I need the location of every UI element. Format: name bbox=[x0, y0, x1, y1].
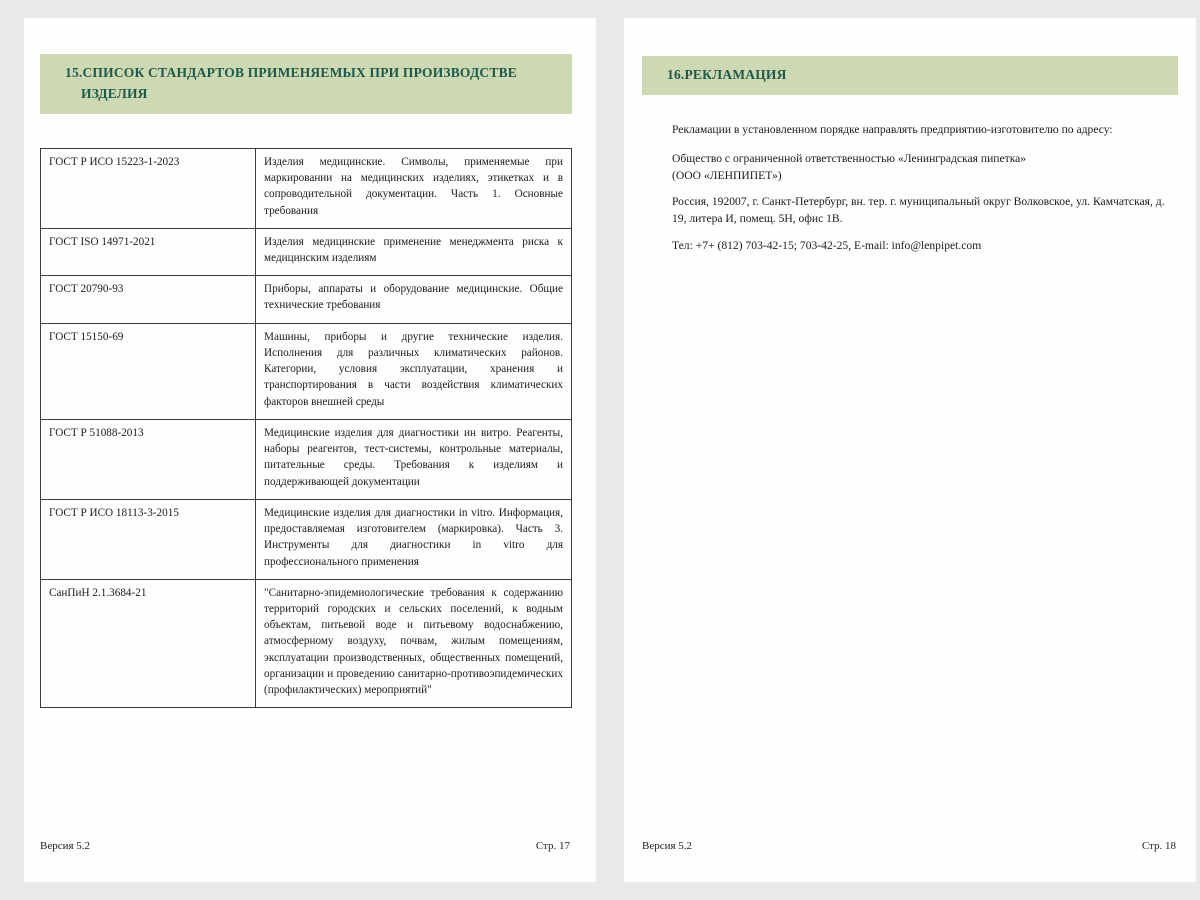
standard-description-cell: Изделия медицинские применение менеджмента риска к медицинским изделиям bbox=[256, 228, 572, 275]
footer-page-number: Стр. 17 bbox=[535, 840, 570, 852]
company-name bbox=[672, 151, 1178, 185]
standard-code-cell: ГОСТ 15150-69 bbox=[41, 323, 256, 419]
standard-description-cell: Медицинские изделия для диагностики ин витро. Реагенты, наборы реагентов, тест-системы, контрольные материалы, питательные среды. Требования к изделиям и поддерживающей документации bbox=[256, 419, 572, 499]
standard-code-cell: ГОСТ Р ИСО 18113-3-2015 bbox=[41, 499, 256, 579]
section-heading-reclamation bbox=[642, 56, 1178, 95]
company-address: Россия, 192007, г. Санкт-Петербург, вн. тер. г. муниципальный округ Волковское, ул. Камчатская, д. 19, литера И, помещ. 5Н, офис 1В. bbox=[672, 195, 1165, 226]
company-contacts: Тел: +7+ (812) 703-42-15; 703-42-25, E-mail: info@lenpipet.com bbox=[672, 239, 982, 253]
standard-code-cell: ГОСТ ISO 14971-2021 bbox=[41, 228, 256, 275]
page-17-content bbox=[24, 18, 596, 708]
footer-page-number: Стр. 18 bbox=[1141, 840, 1176, 852]
table-row bbox=[41, 499, 572, 579]
standard-code-cell: СанПиН 2.1.3684-21 bbox=[41, 579, 256, 708]
footer-version: Версия 5.2 bbox=[642, 840, 693, 852]
standard-description-cell: Машины, приборы и другие технические изделия. Исполнения для различных климатических районов. Категории, условия эксплуатации, хранения и транспортирования в части воздействия климатических факторов внешней среды bbox=[256, 323, 572, 419]
table-row bbox=[41, 228, 572, 275]
table-row bbox=[41, 419, 572, 499]
standard-description-cell: "Санитарно-эпидемиологические требования к содержанию территорий городских и сельских поселений, к водным объектам, питьевой воде и питьевому водоснабжению, атмосферному воздуху, почвам, жилым помещениям, эксплуатации производственных, общественных помещений, организации и проведению санитарно-противоэпидемических (профилактических) мероприятий" bbox=[256, 579, 572, 708]
section-heading-standards-text: 15.СПИСОК СТАНДАРТОВ ПРИМЕНЯЕМЫХ ПРИ ПРОИЗВОДСТВЕ ИЗДЕЛИЯ bbox=[65, 65, 517, 101]
reclamation-intro: Рекламации в установленном порядке направлять предприятию-изготовителю по адресу: bbox=[672, 122, 1113, 136]
manufacturer-address-block bbox=[672, 151, 1178, 255]
table-row bbox=[41, 148, 572, 228]
page-17 bbox=[24, 18, 596, 882]
page-18-content bbox=[624, 18, 1196, 255]
page-17-footer bbox=[40, 840, 570, 852]
table-row bbox=[41, 323, 572, 419]
page-18 bbox=[624, 18, 1196, 882]
company-name-text: Общество с ограниченной ответственностью «Ленинградская пипетка» bbox=[672, 151, 1027, 165]
section-heading-reclamation-text: 16.РЕКЛАМАЦИЯ bbox=[667, 67, 787, 82]
page-18-footer bbox=[642, 840, 1176, 852]
reclamation-body bbox=[642, 121, 1178, 255]
footer-version: Версия 5.2 bbox=[40, 840, 91, 852]
standard-code-cell: ГОСТ Р 51088-2013 bbox=[41, 419, 256, 499]
standard-code-cell: ГОСТ Р ИСО 15223-1-2023 bbox=[41, 148, 256, 228]
table-row bbox=[41, 276, 572, 323]
standard-code-cell: ГОСТ 20790-93 bbox=[41, 276, 256, 323]
standard-description-cell: Изделия медицинские. Символы, применяемые при маркировании на медицинских изделиях, этикетках и в сопроводительной документации. Часть 1. Основные требования bbox=[256, 148, 572, 228]
table-row bbox=[41, 579, 572, 708]
section-heading-standards bbox=[40, 54, 572, 114]
standards-table bbox=[40, 148, 572, 709]
standard-description-cell: Медицинские изделия для диагностики in vitro. Информация, предоставляемая изготовителем (маркировка). Часть 3. Инструменты для диагностики in vitro для профессионального применения bbox=[256, 499, 572, 579]
company-short-name: (ООО «ЛЕНПИПЕТ») bbox=[672, 168, 782, 182]
standard-description-cell: Приборы, аппараты и оборудование медицинские. Общие технические требования bbox=[256, 276, 572, 323]
